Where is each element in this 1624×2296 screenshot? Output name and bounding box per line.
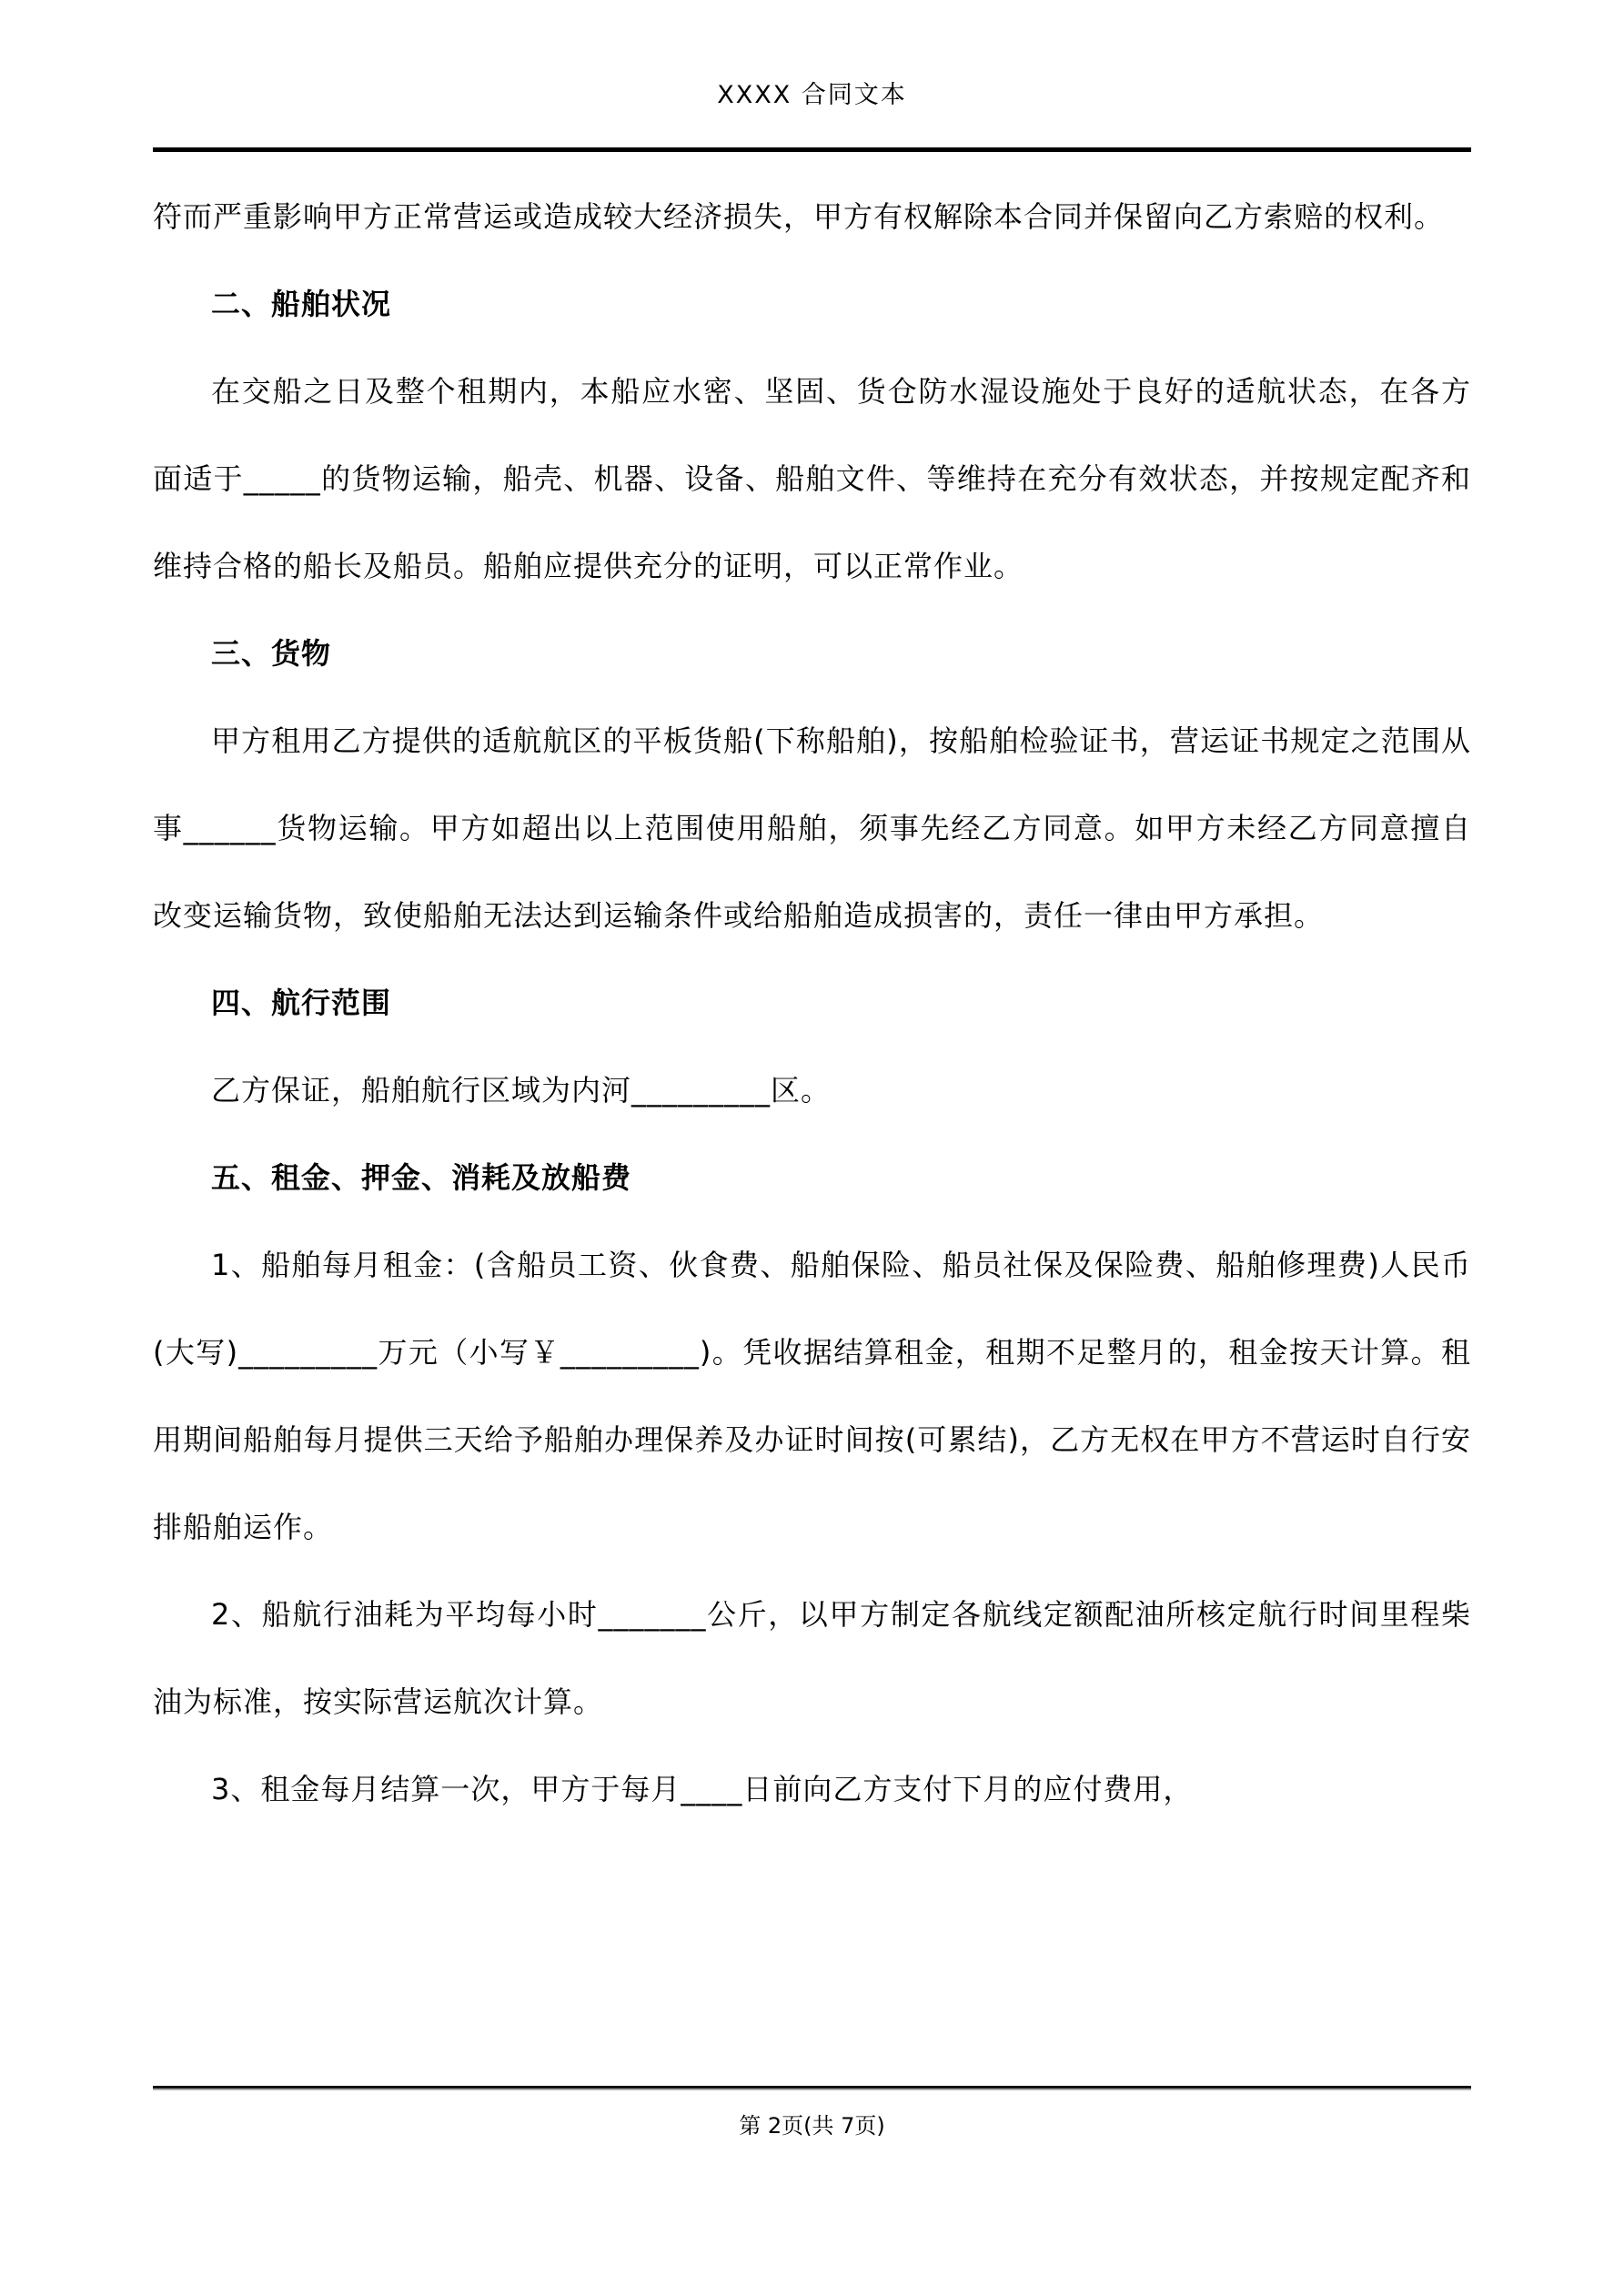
paragraph: 甲方租用乙方提供的适航航区的平板货船(下称船舶)，按船舶检验证书，营运证书规定之范围从事______货物运输。甲方如超出以上范围使用船舶，须事先经乙方同意。如甲方未经乙方同意擅自改变运输货物，致使船舶无法达到运输条件或给船舶造成损害的，责任一律由甲方承担。 [153, 723, 1471, 933]
footer-divider [153, 2086, 1471, 2089]
paragraph: 符而严重影响甲方正常营运或造成较大经济损失，甲方有权解除本合同并保留向乙方索赔的权利。 [153, 199, 1445, 234]
paragraph: 1、船舶每月租金：(含船员工资、伙食费、船舶保险、船员社保及保险费、船舶修理费)人民币(大写)_________万元（小写￥_________)。凭收据结算租金，租期不足整月的，租金按天计算。租用期间船舶每月提供三天给予船舶办理保养及办证时间按(可累结)，乙方无权在甲方不营运时自行安排船舶运作。 [153, 1248, 1471, 1544]
paragraph: 2、船航行油耗为平均每小时_______公斤，以甲方制定各航线定额配油所核定航行时间里程柴油为标准，按实际营运航次计算。 [153, 1597, 1471, 1719]
paragraph: 乙方保证，船舶航行区域为内河_________区。 [211, 1073, 832, 1108]
section-heading: 四、航行范围 [211, 986, 392, 1020]
document-body [153, 173, 1471, 1833]
paragraph: 3、租金每月结算一次，甲方于每月____日前向乙方支付下月的应付费用， [211, 1772, 1194, 1806]
paragraph: 在交船之日及整个租期内，本船应水密、坚固、货仓防水湿设施处于良好的适航状态，在各方面适于_____的货物运输，船壳、机器、设备、船舶文件、等维持在充分有效状态，并按规定配齐和维持合格的船长及船员。船舶应提供充分的证明，可以正常作业。 [153, 374, 1471, 583]
section-heading: 二、船舶状况 [211, 287, 392, 321]
page-number: 第 2页(共 7页) [739, 2113, 885, 2139]
header-divider [153, 147, 1471, 152]
section-heading: 三、货物 [211, 636, 332, 671]
section-heading: 五、租金、押金、消耗及放船费 [211, 1160, 632, 1195]
page-title: XXXX 合同文本 [717, 81, 907, 109]
